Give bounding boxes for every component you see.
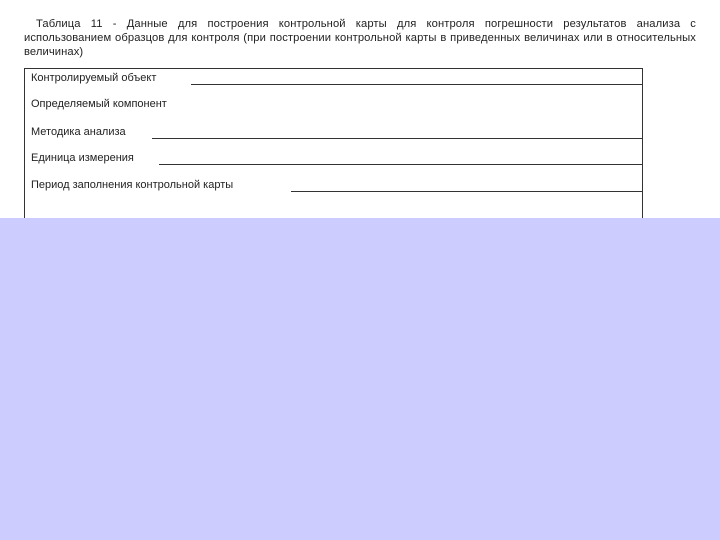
caption-line-2: использованием образцов для контроля (при построении контрольной карты в приведенных величинах или в относительных: [24, 32, 696, 45]
field-row-controlled-object: [25, 69, 642, 85]
background-fill-area: [0, 218, 720, 540]
field-input-line-period[interactable]: [291, 191, 642, 192]
field-input-line-method[interactable]: [152, 138, 642, 139]
field-label-component: Определяемый компонент: [31, 98, 167, 110]
table-caption: [24, 17, 696, 60]
field-row-unit: [25, 149, 642, 165]
field-input-line-controlled-object[interactable]: [191, 84, 642, 85]
field-label-controlled-object: Контролируемый объект: [31, 72, 157, 84]
field-label-period: Период заполнения контрольной карты: [31, 179, 234, 191]
caption-line-1: Таблица 11 - Данные для построения контрольной карты для контроля погрешности результатов анализа с: [36, 18, 696, 30]
field-input-line-unit[interactable]: [159, 164, 642, 165]
control-chart-form: [24, 68, 643, 219]
document-page: [0, 0, 720, 218]
field-row-component: [25, 95, 642, 111]
field-row-method: [25, 123, 642, 139]
caption-line-3: величинах): [24, 46, 84, 59]
field-row-period: [25, 176, 642, 192]
field-label-method: Методика анализа: [31, 126, 126, 138]
field-label-unit: Единица измерения: [31, 152, 134, 164]
